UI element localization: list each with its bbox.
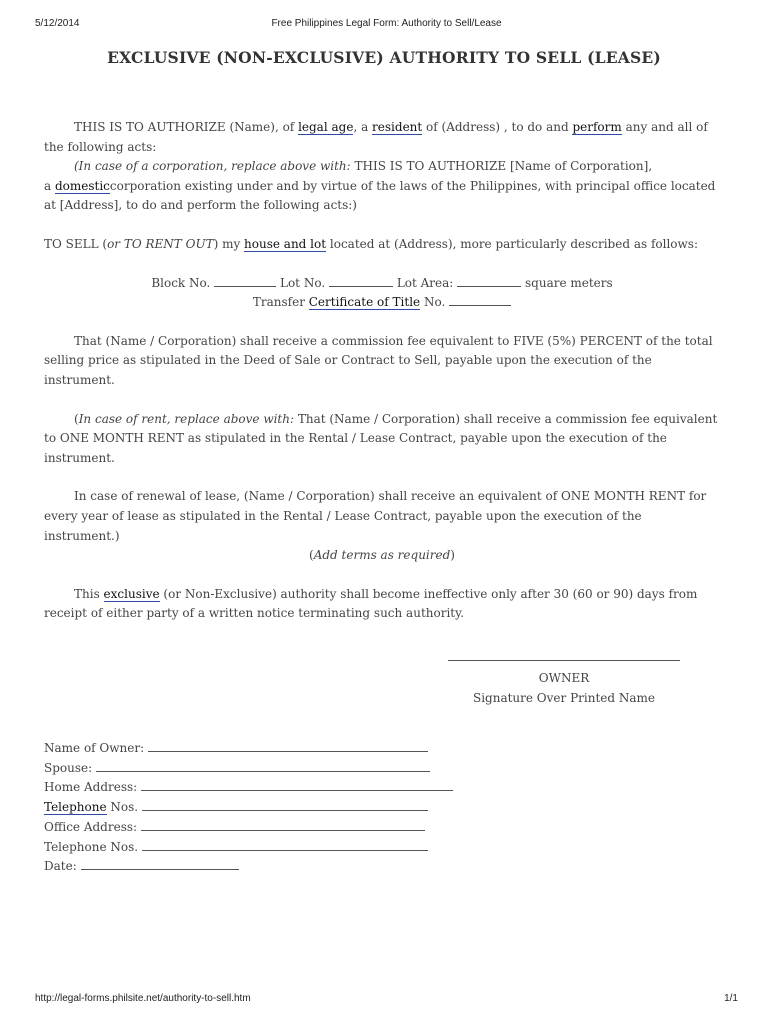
- owner-info-section: [44, 739, 453, 877]
- blank-office-address[interactable]: [141, 818, 425, 831]
- property-lot-details: Block No. Lot No. Lot Area: square meters: [151, 275, 613, 290]
- link-certificate-of-title[interactable]: Certificate of Title: [308, 295, 421, 310]
- link-resident[interactable]: resident: [372, 120, 423, 134]
- document-body: [44, 118, 720, 624]
- blank-spouse[interactable]: [96, 759, 430, 772]
- signature-caption: Signature Over Printed Name: [472, 690, 656, 705]
- link-perform[interactable]: perform: [572, 120, 622, 134]
- blank-lot-no[interactable]: [329, 274, 393, 287]
- blank-home-address[interactable]: [141, 778, 453, 791]
- paragraph-authorization: THIS IS TO AUTHORIZE (Name), of legal age, a resident of (Address) , to do and perform any and all of the following acts:: [44, 120, 708, 154]
- blank-block-no[interactable]: [214, 274, 276, 287]
- link-exclusive[interactable]: exclusive: [103, 586, 160, 601]
- row-telephone: Telephone Nos.: [44, 798, 453, 818]
- paragraph-to-sell: TO SELL (or TO RENT OUT) my house and lot located at (Address), more particularly described as follows:: [44, 236, 698, 251]
- paragraph-exclusivity: This exclusive (or Non-Exclusive) authority shall become ineffective only after 30 (60 or 90) days from receipt of either party of a written notice terminating such authority.: [44, 586, 698, 621]
- paragraph-corporation: (In case of a corporation, replace above with: THIS IS TO AUTHORIZE [Name of Corporation], a domesticcorporation existing under and by virtue of the laws of the Philippines, with principal office located at [Address], to do and perform the following acts:): [44, 159, 716, 213]
- blank-telephone-nos[interactable]: [142, 838, 428, 851]
- row-spouse: Spouse:: [44, 759, 453, 779]
- blank-date[interactable]: [81, 857, 239, 870]
- paragraph-commission: That (Name / Corporation) shall receive a commission fee equivalent to FIVE (5%) PERCENT of the total selling price as stipulated in the Deed of Sale or Contract to Sell, payable upon the execution of the instrument.: [44, 333, 713, 387]
- blank-telephone[interactable]: [142, 798, 428, 811]
- signature-line: [448, 660, 680, 661]
- add-terms-note: (Add terms as required): [309, 548, 455, 563]
- row-office-address: Office Address:: [44, 818, 453, 838]
- link-house-and-lot[interactable]: house and lot: [244, 236, 327, 251]
- property-title-details: Transfer Certificate of Title No.: [44, 293, 720, 313]
- print-page-title: Free Philippines Legal Form: Authority to Sell/Lease: [271, 18, 502, 29]
- paragraph-renewal: In case of renewal of lease, (Name / Corporation) shall receive an equivalent of ONE MONTH RENT for every year of lease as stipulated in the Rental / Lease Contract, payable upon the execution of the instrument.): [44, 489, 707, 543]
- blank-name-of-owner[interactable]: [148, 739, 428, 752]
- row-home-address: Home Address:: [44, 778, 453, 798]
- owner-signature-block: [448, 660, 680, 708]
- link-domestic[interactable]: domestic: [54, 178, 110, 193]
- blank-tct-no[interactable]: [449, 293, 511, 306]
- blank-lot-area[interactable]: [457, 274, 521, 287]
- link-telephone[interactable]: Telephone: [44, 800, 107, 815]
- row-telephone-nos: Telephone Nos.: [44, 838, 453, 858]
- document-title: EXCLUSIVE (NON-EXCLUSIVE) AUTHORITY TO SELL (LEASE): [107, 48, 661, 67]
- row-name-of-owner: Name of Owner:: [44, 739, 453, 759]
- print-page-number: 1/1: [724, 993, 738, 1004]
- link-legal-age[interactable]: legal age: [298, 120, 354, 134]
- print-url[interactable]: http://legal-forms.philsite.net/authority-to-sell.htm: [35, 993, 251, 1004]
- paragraph-rent-commission: (In case of rent, replace above with: That (Name / Corporation) shall receive a commission fee equivalent to ONE MONTH RENT as stipulated in the Rental / Lease Contract, payable upon the execution of the instrument.: [44, 411, 718, 465]
- row-date: Date:: [44, 857, 453, 877]
- print-date: 5/12/2014: [35, 18, 80, 29]
- owner-label: OWNER: [538, 671, 590, 685]
